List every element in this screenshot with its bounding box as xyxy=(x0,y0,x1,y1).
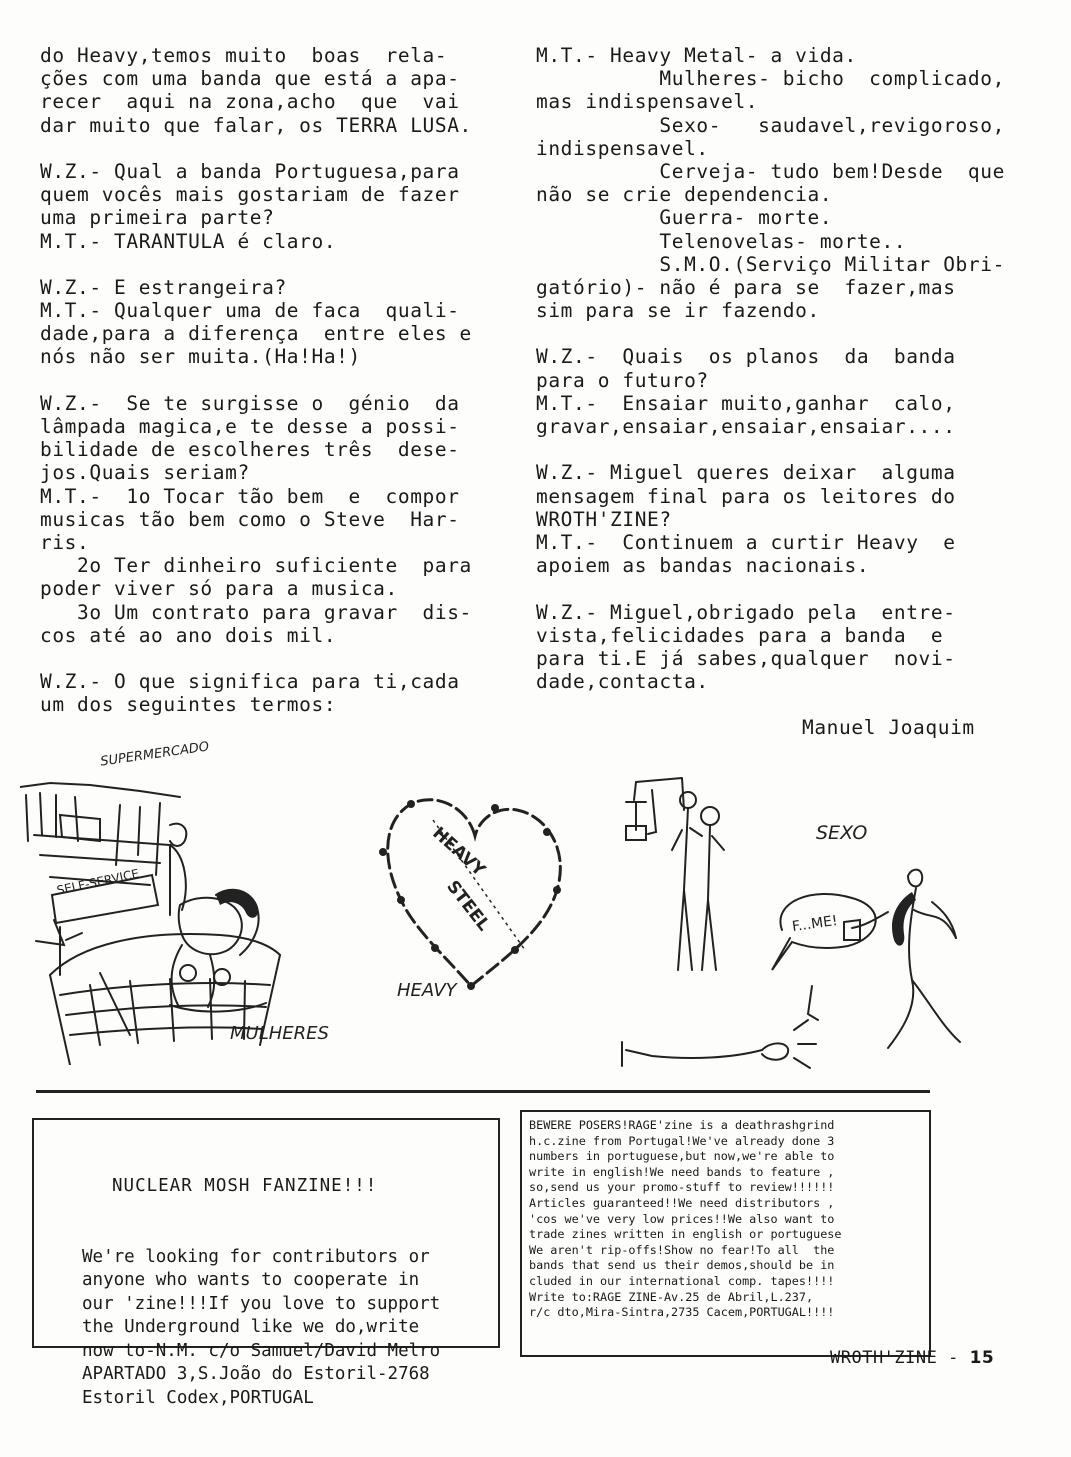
nuclear-mosh-line: the Underground like we do,write xyxy=(82,1317,420,1337)
sexo-label: SEXO xyxy=(816,822,868,844)
rage-zine-line: bands that send us their demos,should be in xyxy=(529,1258,835,1273)
paragraph-gap xyxy=(536,577,1006,600)
supermercado-label: SUPERMERCADO xyxy=(99,739,211,770)
rage-zine-line: BEWERE POSERS!RAGE'zine is a deathrashgrind xyxy=(529,1118,835,1132)
interview-text-line: M.T.- TARANTULA é claro. xyxy=(40,229,337,253)
interview-text-line: apoiem as bandas nacionais. xyxy=(536,554,870,578)
interview-text-line: bilidade de escolheres três dese- xyxy=(40,438,460,462)
interview-text-line: um dos seguintes termos: xyxy=(40,693,337,717)
rage-zine-line: We aren't rip-offs!Show no fear!To all the xyxy=(529,1242,835,1257)
interview-text-line: M.T.- Qualquer uma de faca quali- xyxy=(40,299,460,323)
interview-text-line: indispensavel. xyxy=(536,136,709,160)
interview-text-line: W.Z.- Qual a banda Portuguesa,para xyxy=(40,159,460,183)
nuclear-mosh-text xyxy=(34,1120,498,1457)
paragraph-gap xyxy=(40,137,510,160)
interview-text-line: Guerra- morte. xyxy=(536,206,833,230)
rage-zine-ad xyxy=(520,1110,931,1357)
heart-text-heavy: HEAVY xyxy=(428,823,489,881)
nuclear-mosh-title: NUCLEAR MOSH FANZINE!!! xyxy=(112,1176,378,1196)
interview-text-line: Sexo- saudavel,revigoroso, xyxy=(536,113,1005,137)
interview-text-line: quem vocês mais gostariam de fazer xyxy=(40,183,460,207)
nuclear-mosh-line: anyone who wants to cooperate in xyxy=(82,1270,420,1290)
interview-text-line: W.Z.- O que significa para ti,cada xyxy=(40,670,460,694)
mulheres-label: MULHERES xyxy=(230,1023,329,1044)
interview-text-line: WROTH'ZINE? xyxy=(536,507,672,531)
interview-text-line: nós não ser muita.(Ha!Ha!) xyxy=(40,345,361,369)
nuclear-mosh-line: We're looking for contributors or xyxy=(82,1246,430,1267)
interview-text-line: dade,contacta. xyxy=(536,670,709,694)
rage-zine-line: Articles guaranteed!!We need distributors , xyxy=(529,1195,835,1210)
interview-text-line: ris. xyxy=(40,530,90,554)
interview-text-line: M.T.- Ensaiar muito,ganhar calo, xyxy=(536,391,956,415)
rage-zine-line: Write to:RAGE ZINE-Av.25 de Abril,L.237, xyxy=(529,1289,814,1304)
paragraph-gap xyxy=(40,369,510,392)
heart-illustration xyxy=(375,780,575,1010)
interview-text-line: do Heavy,temos muito boas rela- xyxy=(40,44,448,67)
interview-text-line: vista,felicidades para a banda e xyxy=(536,623,944,647)
interview-text-line: mas indispensavel. xyxy=(536,90,759,114)
interview-text-line: para o futuro? xyxy=(536,368,709,392)
rage-zine-line: so,send us your promo-stuff to review!!!!!! xyxy=(529,1180,835,1195)
interview-text-line: S.M.O.(Serviço Militar Obri- xyxy=(536,252,1005,276)
rage-zine-line: r/c dto,Mira-Sintra,2735 Cacem,PORTUGAL!!!! xyxy=(529,1305,835,1320)
nuclear-mosh-line: now to-N.M. c/o Samuel/David Melro xyxy=(82,1340,441,1361)
interview-text-line: recer aqui na zona,acho que vai xyxy=(40,90,460,114)
interview-text-line: mensagem final para os leitores do xyxy=(536,484,956,508)
interview-text-line: sim para se ir fazendo. xyxy=(536,299,820,323)
sexo-illustration xyxy=(612,770,992,1070)
interview-text-line: Mulheres- bicho complicado, xyxy=(536,67,1005,91)
interview-text-line: W.Z.- Miguel,obrigado pela entre- xyxy=(536,600,956,624)
rage-zine-line: cluded in our international comp. tapes!!!! xyxy=(529,1273,835,1288)
paragraph-gap xyxy=(40,647,510,670)
interview-text-line: lâmpada magica,e te desse a possi- xyxy=(40,415,460,438)
interview-text-line: dade,para a diferença entre eles e xyxy=(40,322,472,346)
supermarket-drawing xyxy=(20,745,350,1065)
interview-text-line: não se crie dependencia. xyxy=(536,183,833,207)
heart-text-steel: STEEL xyxy=(442,877,494,935)
rage-zine-line: trade zines written in english or portuguese xyxy=(529,1227,842,1242)
interview-text-line: W.Z.- Se te surgisse o génio da xyxy=(40,391,460,415)
interview-text-line: M.T.- Continuem a curtir Heavy e xyxy=(536,530,956,554)
interview-text-line: uma primeira parte? xyxy=(40,206,275,230)
paragraph-gap xyxy=(536,438,1006,461)
paragraph-gap xyxy=(40,253,510,276)
interview-text-line: W.Z.- Quais os planos da banda xyxy=(536,345,956,369)
interview-right-column xyxy=(536,44,1006,693)
interview-text-line: gatório)- não é para se fazer,mas xyxy=(536,275,956,299)
rage-zine-line: 'cos we've very low prices!!We also want to xyxy=(529,1211,835,1226)
nuclear-mosh-line: Estoril Codex,PORTUGAL xyxy=(82,1387,314,1408)
interview-text-line: 2o Ter dinheiro suficiente para xyxy=(40,554,472,578)
interview-text-line: W.Z.- E estrangeira? xyxy=(40,275,287,299)
self-service-sign: SELF-SERVICE xyxy=(55,866,141,898)
interview-text-line: gravar,ensaiar,ensaiar,ensaiar.... xyxy=(536,415,956,438)
author-signature: Manuel Joaquim xyxy=(802,716,975,739)
interview-text-line: dar muito que falar, os TERRA LUSA. xyxy=(40,113,472,137)
interview-text-line: cos até ao ano dois mil. xyxy=(40,623,337,647)
nuclear-mosh-line: APARTADO 3,S.João do Estoril-2768 xyxy=(82,1364,430,1384)
speech-bubble-text: F...ME! xyxy=(791,912,839,936)
interview-text-line: Cerveja- tudo bem!Desde que xyxy=(536,159,1005,183)
interview-text-line: M.T.- 1o Tocar tão bem e compor xyxy=(40,484,460,508)
interview-left-column xyxy=(40,44,510,716)
rage-zine-line: numbers in portuguese,but now,we're able to xyxy=(529,1149,835,1164)
interview-text-line: Telenovelas- morte.. xyxy=(536,229,907,253)
section-divider xyxy=(36,1090,930,1093)
nuclear-mosh-line: our 'zine!!!If you love to support xyxy=(82,1293,441,1314)
nuclear-mosh-ad xyxy=(32,1118,500,1408)
supermarket-illustration xyxy=(20,739,350,1065)
page-number: 15 xyxy=(969,1348,995,1368)
interview-text-line: para ti.E já sabes,qualquer novi- xyxy=(536,646,956,670)
footer-zine-name: WROTH'ZINE - xyxy=(830,1348,959,1368)
interview-text-line: ções com uma banda que está a apa- xyxy=(40,67,460,91)
heavy-label: HEAVY xyxy=(397,980,457,1001)
interview-text-line: M.T.- Heavy Metal- a vida. xyxy=(536,44,857,67)
rage-zine-line: write in english!We need bands to feature , xyxy=(529,1164,835,1179)
interview-text-line: 3o Um contrato para gravar dis- xyxy=(40,600,472,624)
rage-zine-line: h.c.zine from Portugal!We've already done 3 xyxy=(529,1133,835,1148)
interview-text-line: poder viver só para a musica. xyxy=(40,577,398,601)
interview-text-line: W.Z.- Miguel queres deixar alguma xyxy=(536,461,956,485)
interview-text-line: jos.Quais seriam? xyxy=(40,461,250,485)
interview-text-line: musicas tão bem como o Steve Har- xyxy=(40,507,460,531)
rage-zine-text xyxy=(522,1112,929,1321)
page-footer xyxy=(830,1348,994,1368)
paragraph-gap xyxy=(536,322,1006,345)
heart-drawing xyxy=(375,780,575,1010)
